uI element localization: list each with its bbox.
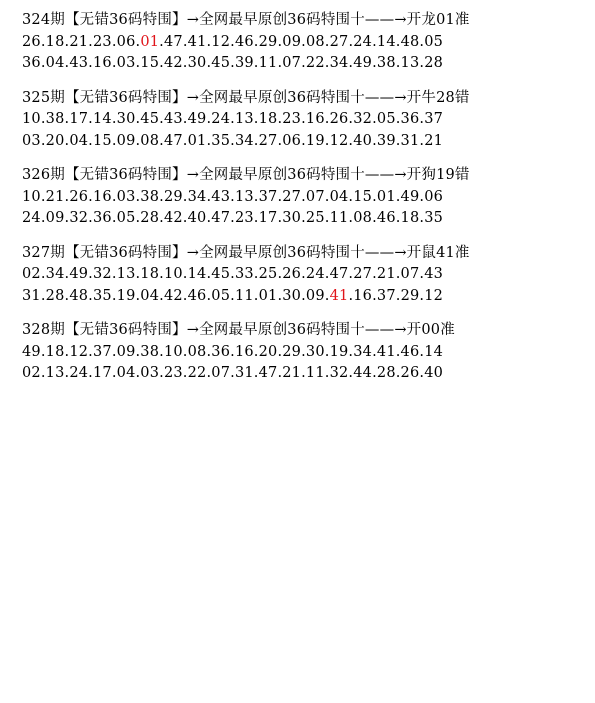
document-body	[22, 10, 587, 398]
number-text: 10.21.26.16.03.38.29.34.43.13.37.27.07.04.15.01.49.06	[22, 188, 444, 205]
number-text: 02.34.49.32.13.18.10.14.45.33.25.26.24.47.27.21.07.43	[22, 266, 444, 282]
number-text: 31.28.48.35.19.04.42.46.05.11.01.30.09.	[22, 287, 330, 304]
number-text: 03.20.04.15.09.08.47.01.35.34.27.06.19.12.40.39.31.21	[22, 132, 444, 149]
number-text: 02.13.24.17.04.03.23.22.07.31.47.21.11.32.44.28.26.40	[22, 365, 444, 381]
period-header: 327期【无错36码特围】→全网最早原创36码特围十——→开鼠41准	[22, 244, 470, 261]
period-block-327	[22, 243, 587, 308]
number-row	[22, 264, 587, 286]
number-text: .47.41.12.46.29.09.08.27.24.14.48.05	[159, 33, 444, 50]
highlighted-number: 01	[140, 33, 160, 50]
number-row	[22, 187, 587, 209]
number-row	[22, 32, 587, 54]
highlighted-number: 41	[329, 287, 349, 304]
number-row	[22, 131, 587, 153]
number-row	[22, 286, 587, 308]
period-header: 326期【无错36码特围】→全网最早原创36码特围十——→开狗19错	[22, 167, 470, 183]
number-row	[22, 53, 587, 75]
number-row	[22, 342, 587, 364]
period-header: 328期【无错36码特围】→全网最早原创36码特围十——→开00准	[22, 322, 455, 338]
number-text: 36.04.43.16.03.15.42.30.45.39.11.07.22.34.49.38.13.28	[22, 55, 444, 71]
number-text: .16.37.29.12	[348, 287, 444, 304]
number-text: 49.18.12.37.09.38.10.08.36.16.20.29.30.19.34.41.46.14	[22, 343, 444, 360]
number-row	[22, 208, 587, 230]
number-row	[22, 109, 587, 131]
period-block-326	[22, 165, 587, 230]
number-text: 24.09.32.36.05.28.42.40.47.23.17.30.25.11.08.46.18.35	[22, 210, 444, 226]
period-header: 325期【无错36码特围】→全网最早原创36码特围十——→开牛28错	[22, 89, 470, 106]
period-block-328	[22, 320, 587, 385]
period-block-324	[22, 10, 587, 75]
number-row	[22, 363, 587, 385]
period-header: 324期【无错36码特围】→全网最早原创36码特围十——→开龙01准	[22, 12, 470, 28]
period-block-325	[22, 88, 587, 153]
number-text: 26.18.21.23.06.	[22, 33, 141, 50]
number-text: 10.38.17.14.30.45.43.49.24.13.18.23.16.26.32.05.36.37	[22, 111, 444, 127]
